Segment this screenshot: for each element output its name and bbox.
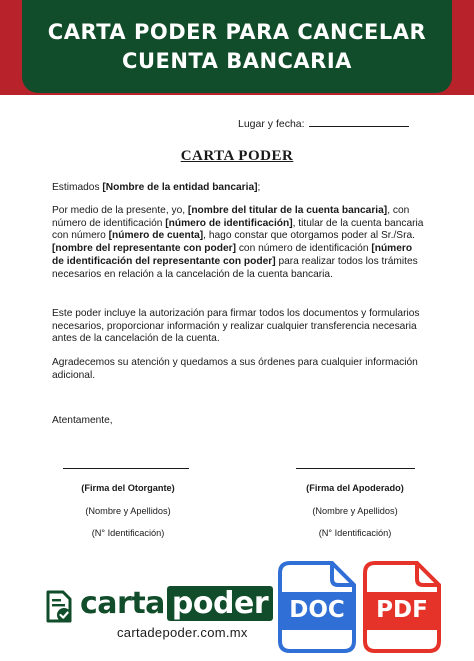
- brand-logo[interactable]: [80, 586, 273, 622]
- account-number-placeholder: [número de cuenta]: [108, 230, 204, 242]
- pdf-download-button[interactable]: [363, 561, 441, 653]
- greeting-prefix: Estimados: [52, 182, 103, 193]
- authorization-paragraph: Este poder incluye la autorización para firmar todos los documentos y formularios necesarios, proporcionar información y realizar cualquier transferencia necesaria antes de la cancelación de la cuenta.: [52, 308, 420, 345]
- body-text-1: Por medio de la presente, yo,: [52, 205, 188, 216]
- greeting-suffix: ;: [257, 182, 261, 193]
- holder-name-placeholder: [nombre del titular de la cuenta bancaria]: [187, 205, 388, 216]
- document-check-icon: [44, 590, 74, 624]
- header-title-line-1: CARTA PODER PARA CANCELAR: [47, 19, 427, 44]
- grantor-signature-label: (Firma del Otorgante): [81, 483, 175, 493]
- header-banner: [0, 0, 474, 95]
- attorney-id-label: (N° Identificación): [318, 528, 392, 538]
- brand-logo-word-2: poder: [167, 586, 273, 621]
- attorney-signature-label: (Firma del Apoderado): [306, 483, 404, 493]
- holder-id-placeholder: [número de identificación]: [165, 217, 293, 229]
- representative-name-placeholder: [nombre del representante con poder]: [52, 243, 236, 255]
- body-text-5: con número de identificación: [235, 243, 372, 255]
- attorney-name-label: (Nombre y Apellidos): [312, 506, 398, 516]
- header-title-box: [22, 0, 452, 93]
- brand-url[interactable]: cartadepoder.com.mx: [117, 625, 248, 640]
- doc-label: DOC: [289, 597, 345, 623]
- doc-download-button[interactable]: [278, 561, 356, 653]
- grantor-signature-line: [63, 468, 189, 469]
- attorney-signature-line: [296, 468, 415, 469]
- brand-logo-word-1: carta: [80, 586, 165, 621]
- body-paragraph: [52, 205, 424, 281]
- body-text-6: para realizar todos los trámites necesarios en relación a la cancelación de la cuenta bancaria.: [52, 255, 418, 280]
- place-date-label: Lugar y fecha:: [238, 118, 305, 130]
- body-text-3: , titular de la cuenta bancaria con número: [52, 217, 424, 242]
- header-title-line-2: CUENTA BANCARIA: [122, 48, 352, 73]
- greeting-paragraph: [52, 182, 424, 195]
- grantor-name-label: (Nombre y Apellidos): [85, 506, 171, 516]
- representative-id-placeholder: [número de identificación del representante con poder]: [52, 243, 413, 267]
- document-title: CARTA PODER: [180, 148, 294, 164]
- grantor-id-label: (N° Identificación): [91, 528, 165, 538]
- greeting-bank-placeholder: [Nombre de la entidad bancaria]: [102, 182, 258, 193]
- body-text-2: , con número de identificación: [52, 205, 410, 229]
- closing-text: Atentamente,: [52, 415, 113, 426]
- body-text-4: , hago constar que otorgamos poder al Sr./Sra.: [203, 230, 415, 242]
- place-date-field: [238, 118, 409, 130]
- place-date-blank-line: [309, 119, 409, 127]
- thanks-paragraph: Agradecemos su atención y quedamos a sus órdenes para cualquier información adicional.: [52, 357, 418, 381]
- pdf-label: PDF: [376, 597, 428, 623]
